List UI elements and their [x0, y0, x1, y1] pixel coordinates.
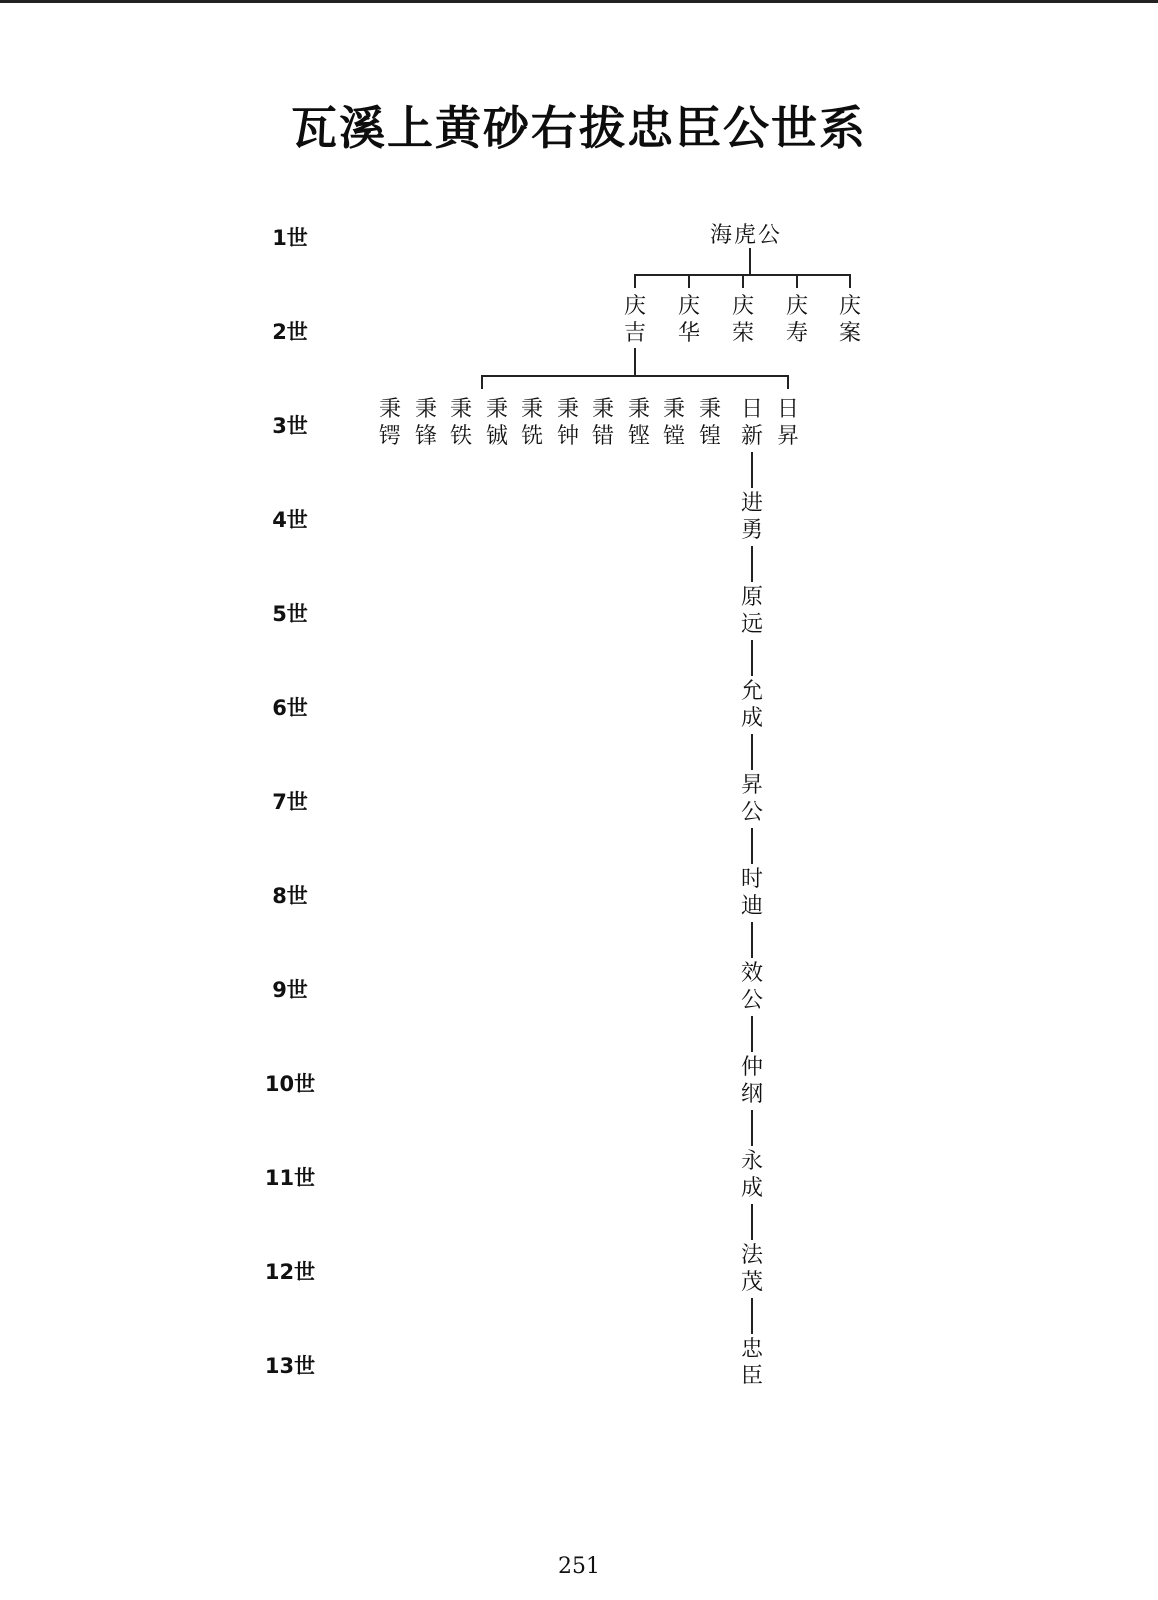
generation-label: 10世 [264, 1072, 316, 1096]
gen11-person: 永 成 [740, 1149, 763, 1201]
connector-line [688, 274, 690, 288]
connector-line [796, 274, 798, 288]
gen7-person: 昇 公 [740, 773, 763, 825]
page-title: 瓦溪上黄砂右拔忠臣公世系 [291, 101, 867, 155]
generation-label: 9世 [272, 978, 308, 1002]
gen2-person: 庆 华 [677, 294, 700, 346]
generation-label: 11世 [264, 1166, 316, 1190]
connector-line [742, 274, 744, 288]
connector-line [751, 922, 753, 958]
gen2-person: 庆 寿 [785, 294, 808, 346]
generation-label: 7世 [272, 790, 308, 814]
gen3-person: 秉 铿 [627, 397, 650, 449]
connector-line [751, 640, 753, 676]
connector-line [751, 1204, 753, 1240]
connector-line [751, 828, 753, 864]
gen3-person: 秉 铣 [520, 397, 543, 449]
gen2-person: 庆 吉 [623, 294, 646, 346]
generation-label: 5世 [272, 602, 308, 626]
gen3-person: 秉 铁 [449, 397, 472, 449]
gen9-person: 效 公 [740, 961, 763, 1013]
gen2-person: 庆 案 [838, 294, 861, 346]
connector-line [749, 248, 751, 275]
generation-label: 2世 [272, 320, 308, 344]
gen3-person: 秉 镗 [662, 397, 685, 449]
generation-label: 12世 [264, 1260, 316, 1284]
connector-line [751, 452, 753, 488]
gen8-person: 时 迪 [740, 867, 763, 919]
connector-line [751, 546, 753, 582]
gen6-person: 允 成 [740, 679, 763, 731]
generation-label: 1世 [272, 226, 308, 250]
gen5-person: 原 远 [740, 585, 763, 637]
gen3-person: 日 昇 [776, 397, 799, 449]
connector-line [751, 1110, 753, 1146]
connector-line [634, 274, 636, 288]
gen12-person: 法 茂 [740, 1243, 763, 1295]
generation-label: 3世 [272, 414, 308, 438]
gen2-person: 庆 荣 [731, 294, 754, 346]
sibling-bar-gen3 [481, 375, 788, 377]
gen3-person: 秉 锷 [378, 397, 401, 449]
generation-label: 6世 [272, 696, 308, 720]
top-border-rule [0, 0, 1158, 3]
connector-line [751, 734, 753, 770]
gen10-person: 仲 纲 [740, 1055, 763, 1107]
generation-label: 8世 [272, 884, 308, 908]
page-number: 251 [558, 1554, 600, 1579]
connector-line [751, 1298, 753, 1334]
connector-line [751, 1016, 753, 1052]
gen3-person: 秉 钟 [556, 397, 579, 449]
connector-line [849, 274, 851, 288]
gen3-person: 秉 错 [591, 397, 614, 449]
connector-line [634, 348, 636, 376]
gen3-person: 日 新 [740, 397, 763, 449]
connector-line [787, 375, 789, 389]
connector-line [481, 375, 483, 389]
gen3-person: 秉 锋 [414, 397, 437, 449]
generation-label: 4世 [272, 508, 308, 532]
gen3-person: 秉 铖 [485, 397, 508, 449]
gen4-person: 进 勇 [740, 491, 763, 543]
gen13-person: 忠 臣 [740, 1337, 763, 1389]
generation-label: 13世 [264, 1354, 316, 1378]
gen3-person: 秉 锽 [698, 397, 721, 449]
ancestor-name: 海虎公 [710, 223, 783, 248]
